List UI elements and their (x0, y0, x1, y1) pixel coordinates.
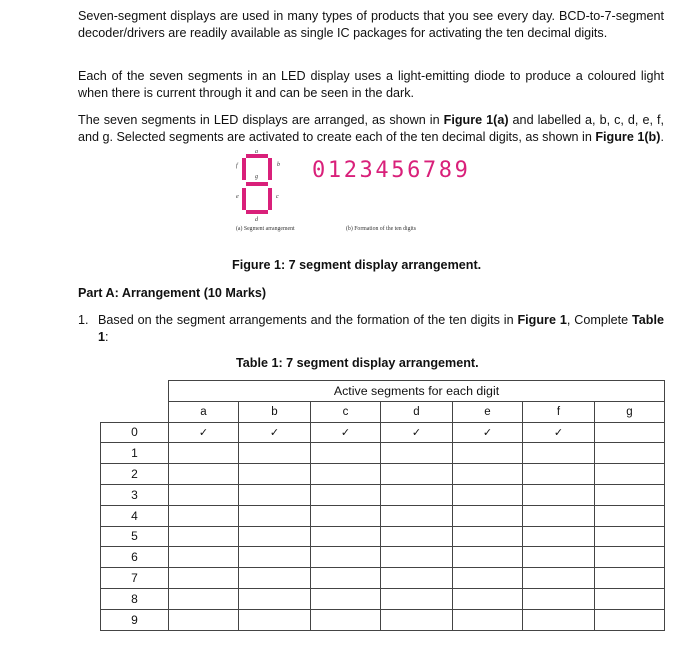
column-header-g: g (595, 401, 665, 422)
segment-cell-c[interactable] (311, 609, 381, 630)
segment-table (100, 380, 665, 631)
segment-cell-d[interactable] (381, 547, 453, 568)
segment-cell-e[interactable] (453, 443, 523, 464)
segment-cell-c[interactable] (311, 568, 381, 589)
table-row (101, 464, 665, 485)
digit-cell: 0 (101, 422, 169, 443)
q-table-ref: Table 1 (98, 313, 664, 344)
segment-b (268, 158, 272, 180)
figure-1b-ref: Figure 1(b) (595, 129, 661, 144)
segment-cell-b[interactable] (239, 484, 311, 505)
segment-cell-f[interactable]: ✓ (523, 422, 595, 443)
table-row (101, 505, 665, 526)
label-d: d (255, 217, 258, 223)
segment-cell-f[interactable] (523, 609, 595, 630)
column-header-b: b (239, 401, 311, 422)
segment-cell-g[interactable] (595, 422, 665, 443)
segment-cell-d[interactable] (381, 588, 453, 609)
digit-cell: 7 (101, 568, 169, 589)
label-e: e (236, 194, 239, 200)
segment-cell-b[interactable] (239, 568, 311, 589)
header-row-columns (101, 401, 665, 422)
figure-1a-ref: Figure 1(a) (443, 113, 509, 127)
segment-cell-d[interactable]: ✓ (381, 422, 453, 443)
digit-cell: 8 (101, 588, 169, 609)
segment-cell-a[interactable] (169, 464, 239, 485)
segment-cell-d[interactable] (381, 505, 453, 526)
segment-cell-c[interactable] (311, 588, 381, 609)
segment-cell-a[interactable] (169, 568, 239, 589)
segment-d (246, 210, 268, 214)
segment-cell-f[interactable] (523, 464, 595, 485)
segment-cell-b[interactable] (239, 609, 311, 630)
segment-cell-g[interactable] (595, 588, 665, 609)
segment-cell-g[interactable] (595, 484, 665, 505)
segment-cell-e[interactable] (453, 568, 523, 589)
table-row (101, 568, 665, 589)
segment-f (242, 158, 246, 180)
segment-cell-a[interactable] (169, 526, 239, 547)
q-pre: Based on the segment arrangements and the formation of the ten digits in (98, 313, 518, 327)
segment-cell-f[interactable] (523, 568, 595, 589)
segment-cell-d[interactable] (381, 464, 453, 485)
segment-cell-g[interactable] (595, 505, 665, 526)
corner-cell (101, 401, 169, 422)
column-header-e: e (453, 401, 523, 422)
segment-cell-a[interactable] (169, 484, 239, 505)
segment-cell-b[interactable] (239, 443, 311, 464)
segment-cell-d[interactable] (381, 526, 453, 547)
segment-cell-g[interactable] (595, 464, 665, 485)
table-row (101, 547, 665, 568)
q-mid: , Complete (566, 313, 633, 327)
segment-cell-g[interactable] (595, 547, 665, 568)
segment-cell-d[interactable] (381, 568, 453, 589)
q-figure-ref: Figure 1 (517, 313, 567, 327)
digit-cell: 1 (101, 443, 169, 464)
segment-cell-e[interactable] (453, 526, 523, 547)
segment-cell-b[interactable]: ✓ (239, 422, 311, 443)
segment-cell-e[interactable]: ✓ (453, 422, 523, 443)
question-text (98, 312, 664, 345)
digit-cell: 9 (101, 609, 169, 630)
p3-pre: The seven segments in LED displays are arranged, as shown in (78, 113, 444, 127)
segment-cell-b[interactable] (239, 526, 311, 547)
column-header-f: f (523, 401, 595, 422)
segment-arrangement-diagram (228, 150, 308, 230)
segment-cell-a[interactable] (169, 547, 239, 568)
segment-cell-a[interactable]: ✓ (169, 422, 239, 443)
label-g: g (255, 174, 258, 180)
table-row (101, 422, 665, 443)
digit-cell: 3 (101, 484, 169, 505)
digit-cell: 2 (101, 464, 169, 485)
table-row (101, 609, 665, 630)
segment-cell-b[interactable] (239, 505, 311, 526)
paragraph-intro: Seven-segment displays are used in many types of products that you see every day. BCD-to-7-segment decoder/drivers are readily available as single IC packages for activating the ten decimal digits. (78, 9, 664, 40)
column-header-a: a (169, 401, 239, 422)
corner-cell (101, 381, 169, 402)
segment-cell-c[interactable]: ✓ (311, 422, 381, 443)
segment-cell-e[interactable] (453, 609, 523, 630)
table-row (101, 443, 665, 464)
segment-cell-g[interactable] (595, 609, 665, 630)
segment-cell-d[interactable] (381, 609, 453, 630)
paragraph-arrangement (78, 112, 664, 145)
segment-cell-b[interactable] (239, 547, 311, 568)
segment-cell-c[interactable] (311, 505, 381, 526)
segment-cell-g[interactable] (595, 443, 665, 464)
segment-cell-c[interactable] (311, 547, 381, 568)
segment-cell-e[interactable] (453, 464, 523, 485)
segment-cell-d[interactable] (381, 484, 453, 505)
header-row-active (101, 381, 665, 402)
question-number: 1. (78, 313, 89, 327)
p3-post: . (660, 129, 664, 144)
segment-cell-g[interactable] (595, 568, 665, 589)
segment-cell-e[interactable] (453, 547, 523, 568)
segment-cell-g[interactable] (595, 526, 665, 547)
digit-cell: 4 (101, 505, 169, 526)
segment-cell-e[interactable] (453, 484, 523, 505)
segment-cell-b[interactable] (239, 464, 311, 485)
table-caption: Table 1: 7 segment display arrangement. (236, 356, 479, 370)
label-a: a (255, 150, 258, 155)
segment-cell-e[interactable] (453, 505, 523, 526)
segment-cell-a[interactable] (169, 609, 239, 630)
label-b: b (277, 162, 280, 168)
segment-cell-a[interactable] (169, 443, 239, 464)
label-c: c (276, 194, 279, 200)
figure-1 (228, 150, 518, 250)
segment-cell-f[interactable] (523, 484, 595, 505)
segment-cell-c[interactable] (311, 484, 381, 505)
digit-cell: 6 (101, 547, 169, 568)
segment-cell-c[interactable] (311, 443, 381, 464)
part-a-heading: Part A: Arrangement (10 Marks) (78, 286, 267, 300)
segment-e (242, 188, 246, 210)
digit-cell: 5 (101, 526, 169, 547)
table-row (101, 484, 665, 505)
table-row (101, 588, 665, 609)
figure-caption: Figure 1: 7 segment display arrangement. (232, 258, 482, 272)
column-header-c: c (311, 401, 381, 422)
table-row (101, 526, 665, 547)
segment-cell-f[interactable] (523, 547, 595, 568)
p3-mid: and labelled a, b, c, d, e, f, and g. Selected segments are activated to create each of the ten decimal digits, as shown in (78, 113, 664, 144)
segment-c (268, 188, 272, 210)
segment-cell-f[interactable] (523, 526, 595, 547)
caption-segment-arrangement: (a) Segment arrangement (236, 226, 295, 232)
segment-g (246, 182, 268, 186)
segment-cell-c[interactable] (311, 464, 381, 485)
label-f: f (236, 163, 238, 169)
caption-digit-formation: (b) Formation of the ten digits (346, 226, 417, 232)
ten-digits-display: 0123456789 (312, 158, 471, 183)
segment-cell-e[interactable] (453, 588, 523, 609)
segment-cell-f[interactable] (523, 505, 595, 526)
segment-cell-c[interactable] (311, 526, 381, 547)
paragraph-led: Each of the seven segments in an LED display uses a light-emitting diode to produce a coloured light when there is current through it and can be seen in the dark. (78, 69, 664, 100)
segment-cell-a[interactable] (169, 588, 239, 609)
segment-cell-f[interactable] (523, 588, 595, 609)
segment-cell-d[interactable] (381, 443, 453, 464)
column-header-d: d (381, 401, 453, 422)
segment-cell-a[interactable] (169, 505, 239, 526)
q-post: : (105, 329, 109, 344)
active-segments-header: Active segments for each digit (169, 381, 665, 402)
segment-cell-b[interactable] (239, 588, 311, 609)
segment-cell-f[interactable] (523, 443, 595, 464)
